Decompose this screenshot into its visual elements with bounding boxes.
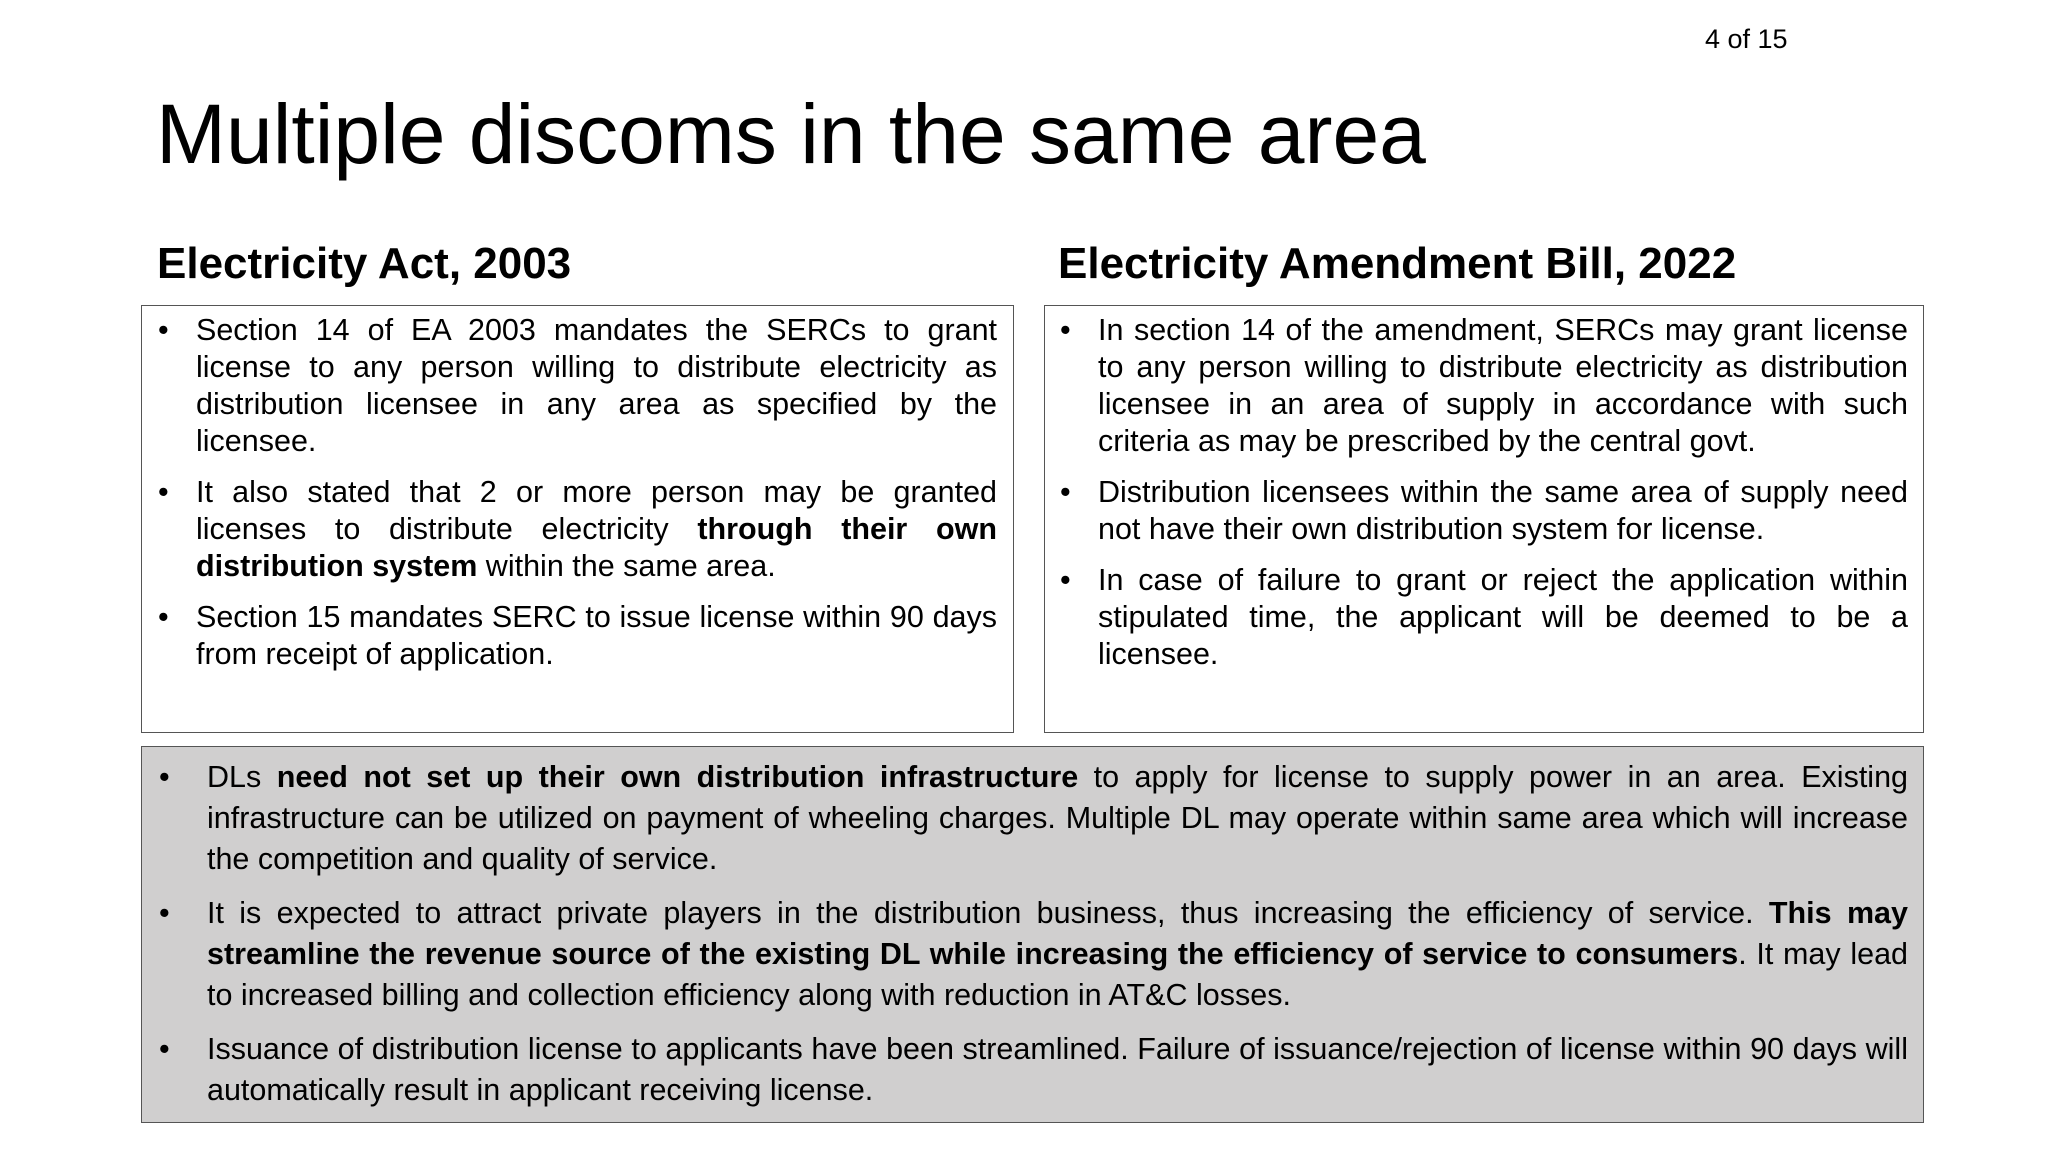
bullet-item [158, 599, 997, 673]
bullet-text: within the same area. [477, 549, 776, 583]
right-column-heading: Electricity Amendment Bill, 2022 [1058, 239, 1737, 288]
bullet-bold-text: through their own distribution system [196, 512, 997, 583]
bullet-bold-text: This may streamline the revenue source of the existing DL while increasing the efficiency of service to consumers [207, 896, 1908, 971]
bullet-item [159, 757, 1908, 880]
bullet-item [159, 893, 1908, 1016]
bullet-text: to apply for license to supply power in an area. Existing infrastructure can be utilized on payment of wheeling charges. Multiple DL may operate within same area which will increase the competition and quality of service. [207, 760, 1909, 876]
bullet-text: In case of failure to grant or reject the application within stipulated time, the applicant will be deemed to be a licensee. [1098, 563, 1908, 671]
amendment-bill-box [1044, 305, 1924, 733]
bullet-text: Distribution licensees within the same area of supply need not have their own distribution system for license. [1098, 475, 1908, 546]
bullet-item [158, 312, 997, 460]
bullet-item [159, 1029, 1908, 1111]
electricity-act-box [141, 305, 1014, 733]
bullet-text: In section 14 of the amendment, SERCs may grant license to any person willing to distribute electricity as distribution licensee in an area of supply in accordance with such criteria as may be prescribed by the central govt. [1098, 313, 1908, 458]
summary-bullet-list [159, 757, 1908, 1111]
summary-box [141, 746, 1924, 1123]
bullet-text: Issuance of distribution license to applicants have been streamlined. Failure of issuance/rejection of license within 90 days will automatically result in applicant receiving license. [207, 1032, 1908, 1107]
bullet-item [158, 474, 997, 585]
left-column-heading: Electricity Act, 2003 [157, 239, 572, 288]
page-number: 4 of 15 [1705, 24, 1788, 54]
bullet-item [1060, 474, 1908, 548]
bullet-bold-text: need not set up their own distribution infrastructure [276, 760, 1079, 794]
bullet-text: Section 15 mandates SERC to issue license within 90 days from receipt of application. [196, 600, 997, 671]
amendment-bill-bullet-list [1060, 312, 1908, 673]
bullet-text: . It may lead to increased billing and collection efficiency along with reduction in AT&C losses. [207, 937, 1908, 1012]
bullet-text: DLs [207, 760, 277, 794]
bullet-item [1060, 562, 1908, 673]
electricity-act-bullet-list [158, 312, 997, 673]
bullet-text: It also stated that 2 or more person may be granted licenses to distribute electricity [196, 475, 997, 546]
bullet-item [1060, 312, 1908, 460]
bullet-text: It is expected to attract private players in the distribution business, thus increasing the efficiency of service. [207, 896, 1769, 930]
slide-title: Multiple discoms in the same area [156, 87, 1426, 181]
bullet-text: Section 14 of EA 2003 mandates the SERCs to grant license to any person willing to distribute electricity as distribution licensee in any area as specified by the licensee. [196, 313, 997, 458]
